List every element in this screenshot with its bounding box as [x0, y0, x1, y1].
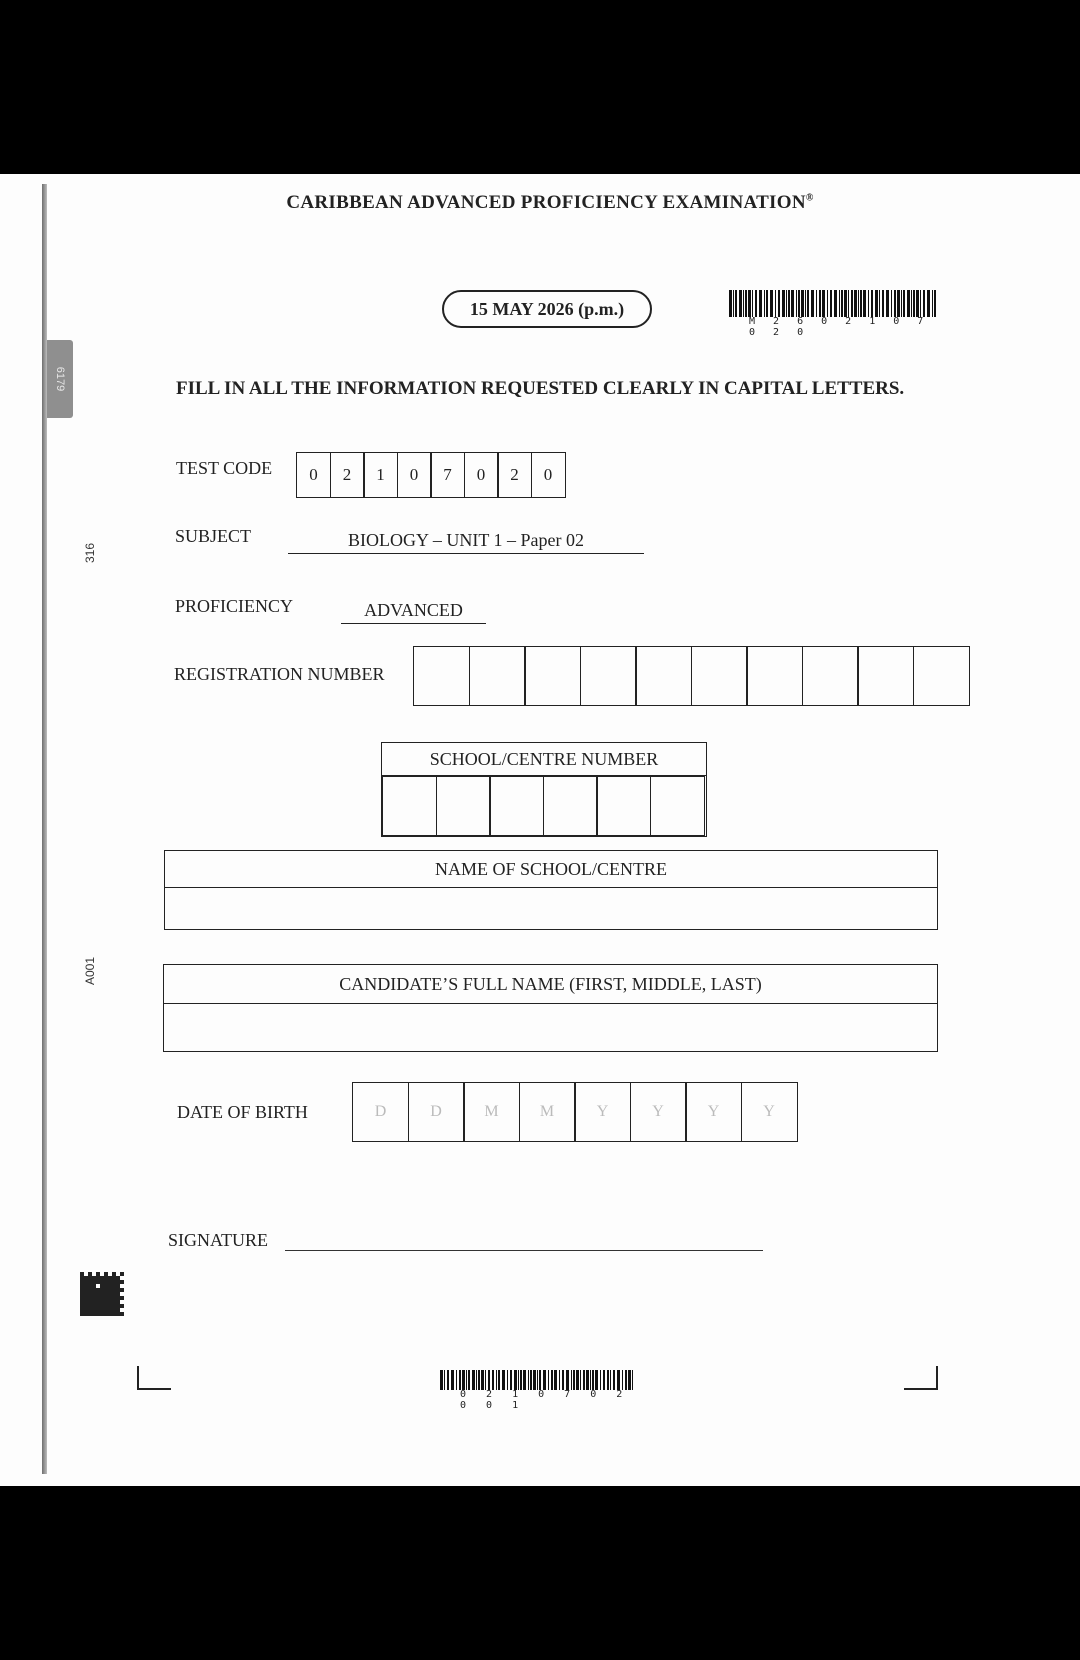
barcode-bar: [798, 290, 800, 317]
barcode-bar: [822, 290, 825, 317]
barcode-bar: [447, 1370, 449, 1390]
barcode-bar: [625, 1370, 627, 1390]
barcode-bar: [528, 1370, 529, 1390]
test-code-boxes: [296, 452, 566, 498]
barcode-bar: [735, 290, 737, 317]
data-matrix-cell: [120, 1312, 124, 1316]
proficiency-label: PROFICIENCY: [175, 596, 294, 616]
barcode-bar: [586, 1370, 589, 1390]
school-centre-number-cells: [382, 776, 706, 836]
top-barcode-digits: M 2 6 0 2 1 0 7 0 2 0: [749, 316, 930, 338]
test-code-digit: 1: [363, 452, 398, 498]
barcode-bar: [559, 1370, 560, 1390]
spine-tab-code: 6179: [53, 366, 66, 392]
school-centre-digit-box[interactable]: [382, 776, 437, 836]
barcode-bar: [610, 1370, 611, 1390]
barcode-bar: [566, 1370, 569, 1390]
barcode-bar: [879, 290, 880, 317]
test-code-digit: 7: [430, 452, 465, 498]
dob-digit-box[interactable]: Y: [685, 1082, 742, 1142]
dob-digit-box[interactable]: Y: [574, 1082, 631, 1142]
barcode-bar: [502, 1370, 505, 1390]
barcode-bar: [827, 290, 828, 317]
barcode-bar: [510, 1370, 512, 1390]
test-code-digit: 2: [497, 452, 532, 498]
barcode-bar: [478, 1370, 480, 1390]
side-code-bottom: A001: [83, 956, 98, 986]
barcode-bar: [796, 290, 797, 317]
registration-digit-box[interactable]: [580, 646, 637, 706]
registration-digit-box[interactable]: [691, 646, 748, 706]
barcode-bar: [576, 1370, 579, 1390]
proficiency-value: ADVANCED: [341, 600, 486, 624]
barcode-bar: [752, 290, 753, 317]
dob-digit-box[interactable]: M: [519, 1082, 576, 1142]
subject-value: BIOLOGY – UNIT 1 – Paper 02: [288, 530, 644, 554]
school-centre-number-box: [381, 742, 707, 837]
candidate-name-label: CANDIDATE’S FULL NAME (FIRST, MIDDLE, LAST): [164, 965, 937, 1004]
test-code-digit: 0: [397, 452, 432, 498]
subject-label: SUBJECT: [175, 526, 252, 546]
barcode-bar: [848, 290, 849, 317]
barcode-bar: [882, 290, 884, 317]
barcode-bar: [523, 1370, 526, 1390]
exam-title-text: CARIBBEAN ADVANCED PROFICIENCY EXAMINATION: [286, 192, 806, 213]
barcode-bar: [834, 290, 837, 317]
school-name-label: NAME OF SCHOOL/CENTRE: [165, 851, 937, 888]
barcode-bar: [466, 1370, 467, 1390]
signature-line[interactable]: [285, 1250, 763, 1251]
barcode-bar: [632, 1370, 633, 1390]
barcode-bar: [805, 290, 806, 317]
barcode-bar: [860, 290, 862, 317]
barcode-bar: [590, 1370, 591, 1390]
barcode-bar: [459, 1370, 461, 1390]
barcode-bar: [875, 290, 878, 317]
barcode-bar: [927, 290, 930, 317]
barcode-bar: [733, 290, 734, 317]
barcode-bar: [854, 290, 857, 317]
barcode-bar: [476, 1370, 477, 1390]
barcode-bar: [472, 1370, 475, 1390]
school-centre-digit-box[interactable]: [436, 776, 491, 836]
registration-digit-box[interactable]: [469, 646, 526, 706]
barcode-bar: [548, 1370, 549, 1390]
spine-tab: [47, 340, 73, 418]
barcode-bar: [886, 290, 889, 317]
barcode-bar: [819, 290, 821, 317]
dob-digit-box[interactable]: Y: [741, 1082, 798, 1142]
barcode-bar: [807, 290, 809, 317]
top-barcode: [729, 290, 939, 338]
barcode-bar: [770, 290, 773, 317]
barcode-bar: [786, 290, 787, 317]
barcode-bar: [622, 1370, 623, 1390]
registration-digit-box[interactable]: [524, 646, 581, 706]
barcode-bar: [916, 290, 919, 317]
test-code-digit: 0: [464, 452, 499, 498]
barcode-bar: [911, 290, 912, 317]
barcode-bar: [766, 290, 768, 317]
barcode-bar: [562, 1370, 564, 1390]
bottom-barcode: [440, 1370, 634, 1411]
barcode-bar: [920, 290, 921, 317]
barcode-bar: [530, 1370, 532, 1390]
barcode-bar: [481, 1370, 484, 1390]
data-matrix-code: [80, 1272, 124, 1316]
barcode-bar: [628, 1370, 631, 1390]
barcode-bar: [907, 290, 910, 317]
registration-digit-box[interactable]: [635, 646, 692, 706]
barcode-bar: [595, 1370, 598, 1390]
registration-digit-box[interactable]: [857, 646, 914, 706]
barcode-bar: [507, 1370, 508, 1390]
barcode-bar: [488, 1370, 490, 1390]
barcode-bar: [583, 1370, 585, 1390]
barcode-bar: [456, 1370, 457, 1390]
test-code-label: TEST CODE: [176, 458, 273, 478]
barcode-bar: [554, 1370, 557, 1390]
barcode-bar: [901, 290, 902, 317]
barcode-bar: [520, 1370, 522, 1390]
barcode-bar: [551, 1370, 553, 1390]
barcode-bar: [801, 290, 804, 317]
barcode-bar: [607, 1370, 610, 1390]
corner-mark-right: [904, 1366, 938, 1390]
top-barcode-bars: [729, 290, 939, 317]
test-code-digit: 0: [531, 452, 566, 498]
registration-digit-box[interactable]: [413, 646, 470, 706]
barcode-bar: [518, 1370, 519, 1390]
barcode-bar: [764, 290, 765, 317]
barcode-bar: [492, 1370, 495, 1390]
barcode-bar: [462, 1370, 465, 1390]
school-centre-digit-box[interactable]: [543, 776, 598, 836]
barcode-bar: [580, 1370, 581, 1390]
barcode-bar: [871, 290, 873, 317]
barcode-bar: [496, 1370, 497, 1390]
barcode-bar: [571, 1370, 572, 1390]
barcode-bar: [894, 290, 896, 317]
barcode-bar: [743, 290, 744, 317]
barcode-bar: [729, 290, 732, 317]
barcode-bar: [811, 290, 814, 317]
school-centre-digit-box[interactable]: [596, 776, 651, 836]
barcode-bar: [903, 290, 905, 317]
school-name-input[interactable]: [165, 888, 937, 930]
barcode-bar: [778, 290, 780, 317]
dob-label: DATE OF BIRTH: [177, 1102, 308, 1122]
barcode-bar: [613, 1370, 615, 1390]
test-code-digit: 0: [296, 452, 331, 498]
barcode-bar: [739, 290, 742, 317]
school-centre-digit-box[interactable]: [650, 776, 705, 836]
exam-cover-page: [0, 174, 1080, 1486]
dob-digit-box[interactable]: M: [463, 1082, 520, 1142]
barcode-bar: [485, 1370, 486, 1390]
barcode-bar: [451, 1370, 454, 1390]
barcode-bar: [934, 290, 936, 317]
registration-number-label: REGISTRATION NUMBER: [174, 664, 385, 684]
dob-boxes: [352, 1082, 798, 1142]
barcode-bar: [617, 1370, 620, 1390]
candidate-name-input[interactable]: [164, 1004, 937, 1052]
barcode-bar: [844, 290, 847, 317]
barcode-bar: [514, 1370, 517, 1390]
barcode-bar: [600, 1370, 601, 1390]
registration-number-boxes: [413, 646, 970, 706]
dob-digit-box[interactable]: D: [352, 1082, 409, 1142]
barcode-bar: [791, 290, 794, 317]
instruction-text: FILL IN ALL THE INFORMATION REQUESTED CLEARLY IN CAPITAL LETTERS.: [176, 378, 905, 399]
school-centre-number-label: SCHOOL/CENTRE NUMBER: [382, 743, 706, 776]
barcode-bar: [851, 290, 853, 317]
barcode-bar: [745, 290, 747, 317]
barcode-bar: [913, 290, 915, 317]
barcode-bar: [863, 290, 866, 317]
registration-digit-box[interactable]: [746, 646, 803, 706]
signature-label: SIGNATURE: [168, 1230, 269, 1250]
barcode-bar: [498, 1370, 500, 1390]
barcode-bar: [891, 290, 892, 317]
dob-digit-box[interactable]: Y: [630, 1082, 687, 1142]
barcode-bar: [788, 290, 790, 317]
barcode-bar: [603, 1370, 605, 1390]
barcode-bar: [858, 290, 859, 317]
barcode-bar: [841, 290, 843, 317]
barcode-bar: [592, 1370, 594, 1390]
barcode-bar: [755, 290, 757, 317]
barcode-bar: [782, 290, 785, 317]
barcode-bar: [468, 1370, 470, 1390]
barcode-bar: [748, 290, 751, 317]
registration-digit-box[interactable]: [913, 646, 970, 706]
barcode-bar: [444, 1370, 445, 1390]
dob-digit-box[interactable]: D: [408, 1082, 465, 1142]
barcode-bar: [440, 1370, 443, 1390]
bottom-barcode-digits: 0 2 1 0 7 0 2 0 0 1: [460, 1389, 630, 1411]
barcode-bar: [839, 290, 840, 317]
school-centre-digit-box[interactable]: [489, 776, 544, 836]
registration-digit-box[interactable]: [802, 646, 859, 706]
candidate-name-box: [163, 964, 938, 1052]
barcode-bar: [775, 290, 776, 317]
bottom-barcode-bars: [440, 1370, 634, 1390]
barcode-bar: [923, 290, 925, 317]
barcode-bar: [897, 290, 900, 317]
school-name-box: [164, 850, 938, 930]
side-code-top: 316: [83, 542, 98, 564]
exam-title: [0, 192, 1080, 214]
barcode-bar: [539, 1370, 541, 1390]
corner-mark-left: [137, 1366, 171, 1390]
test-code-digit: 2: [330, 452, 365, 498]
barcode-bar: [932, 290, 933, 317]
barcode-bar: [759, 290, 762, 317]
exam-date: 15 MAY 2026 (p.m.): [442, 290, 652, 328]
barcode-bar: [816, 290, 817, 317]
barcode-bar: [573, 1370, 575, 1390]
barcode-bar: [868, 290, 869, 317]
barcode-bar: [543, 1370, 546, 1390]
trademark-mark: ®: [805, 192, 814, 204]
barcode-bar: [533, 1370, 536, 1390]
barcode-bar: [537, 1370, 538, 1390]
barcode-bar: [830, 290, 832, 317]
